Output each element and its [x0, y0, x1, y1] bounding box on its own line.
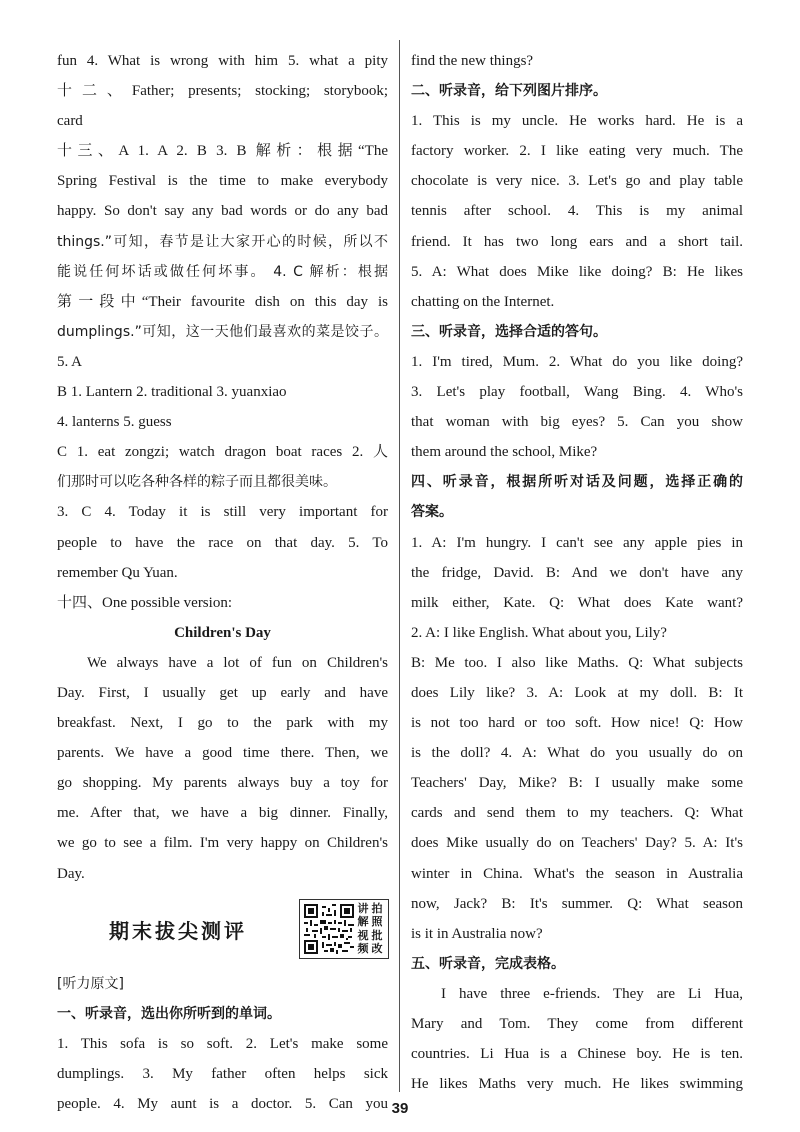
text-line: countries. Li Hua is a Chinese boy. He is ten.	[411, 1046, 743, 1063]
text-line: Day.	[57, 865, 85, 882]
text-line: me. After that, we have a big dinner. Finally,	[57, 805, 388, 822]
text-line: 1. A: I'm hungry. I can't see any apple pies in	[411, 534, 743, 551]
text-line: people to have the race on that day. 5. To	[57, 534, 388, 551]
text-line: 4. lanterns 5. guess	[57, 414, 172, 431]
section-heading: 二、听录音，给下列图片排序。	[411, 83, 607, 100]
text-line: 2. A: I like English. What about you, Lily?	[411, 624, 667, 641]
text-line: 1. This sofa is so soft. 2. Let's make some	[57, 1035, 388, 1052]
text-line: dumplings. 3. My father often helps sick	[57, 1065, 388, 1082]
text-line: chatting on the Internet.	[411, 293, 555, 310]
text-line: 1. This is my uncle. He works hard. He is a	[411, 113, 743, 130]
text-line: tennis after school. 4. This is my animal	[411, 203, 743, 220]
column-divider	[399, 40, 400, 1092]
text-line: breakfast. Next, I go to the park with my	[57, 715, 388, 732]
text-line: find the new things?	[411, 53, 534, 69]
text-line: We always have a lot of fun on Children's	[87, 654, 388, 671]
text-line: cards and send them to my teachers. Q: What	[411, 805, 743, 822]
text-line: 5. A	[57, 353, 83, 370]
text-line: 十二、Father; presents; stocking; storybook;	[57, 83, 388, 100]
section-title: 期末拔尖测评	[109, 918, 247, 943]
page-number: 39	[391, 1100, 409, 1117]
text-line: fun 4. What is wrong with him 5. what a pity	[57, 53, 388, 69]
text-line: friend. It has two long ears and a short tail.	[411, 233, 743, 250]
text-line: dumplings.”可知，这一天他们最喜欢的菜是饺子。	[57, 323, 388, 340]
text-line: 十四、One possible version:	[57, 594, 232, 611]
text-line: 1. I'm tired, Mum. 2. What do you like doing?	[411, 353, 743, 370]
text-line: Teachers' Day, Mike? B: I usually make some	[411, 775, 743, 792]
text-line: winter in China. What's the season in Australia	[411, 865, 743, 882]
text-line: we go to see a film. I'm very happy on Children's	[57, 835, 388, 852]
section-heading: 一、听录音，选出你所听到的单词。	[57, 1005, 281, 1022]
text-line: go shopping. My parents always buy a toy for	[57, 775, 388, 792]
text-line: the fridge, David. B: And we don't have any	[411, 564, 743, 581]
section-heading: 四、听录音，根据所听对话及问题，选择正确的	[411, 474, 743, 491]
text-line: B 1. Lantern 2. traditional 3. yuanxiao	[57, 384, 287, 401]
right-column	[411, 46, 743, 1099]
section-header	[57, 889, 388, 969]
qr-panel	[299, 899, 389, 959]
text-line: 十三、A 1. A 2. B 3. B 解析：根据“The	[57, 143, 388, 160]
text-line: B: Me too. I also like Maths. Q: What subjects	[411, 654, 743, 671]
text-line: people. 4. My aunt is a doctor. 5. Can you	[57, 1096, 388, 1112]
text-line: Spring Festival is the time to make everybody	[57, 173, 388, 190]
text-line: happy. So don't say any bad words or do any bad	[57, 203, 388, 220]
qr-code-icon	[304, 904, 354, 954]
qr-caption: 讲 拍解 照视 批频 改	[357, 901, 383, 956]
text-line: 能说任何坏话或做任何坏事。 4. C 解析：根据	[57, 263, 388, 280]
text-line: that woman with big eyes? 5. Can you show	[411, 414, 743, 431]
text-line: 们那时可以吃各种各样的粽子而且都很美味。	[57, 474, 337, 491]
text-line: chocolate is very nice. 3. Let's go and play table	[411, 173, 743, 190]
section-heading: 三、听录音，选择合适的答句。	[411, 323, 607, 340]
text-line: card	[57, 113, 83, 130]
text-line: does Mike usually do on Teachers' Day? 5. A: It's	[411, 835, 743, 852]
text-line: He likes Maths very much. He likes swimming	[411, 1076, 743, 1093]
text-line: is it in Australia now?	[411, 925, 543, 942]
text-line: is the doll? 4. A: What do you usually do on	[411, 745, 743, 762]
text-line: 3. C 4. Today it is still very important for	[57, 504, 388, 521]
essay-title: Children's Day	[174, 624, 271, 641]
text-line: Mary and Tom. They come from different	[411, 1016, 743, 1032]
section-heading: 答案。	[411, 504, 453, 521]
text-line: I have three e-friends. They are Li Hua,	[441, 985, 743, 1002]
text-line: 第一段中“Their favourite dish on this day is	[57, 293, 388, 310]
text-line: [听力原文]	[57, 975, 124, 992]
text-line: factory worker. 2. I like eating very much. The	[411, 143, 743, 160]
section-heading: 五、听录音，完成表格。	[411, 955, 565, 972]
text-line: does Lily like? 3. A: Look at my doll. B: It	[411, 684, 743, 701]
left-column	[57, 46, 388, 1119]
text-line: milk either, Kate. Q: What does Kate want?	[411, 594, 743, 611]
text-line: is not too hard or too soft. How nice! Q: How	[411, 715, 743, 732]
text-line: them around the school, Mike?	[411, 444, 598, 461]
text-line: remember Qu Yuan.	[57, 564, 178, 581]
text-line: C 1. eat zongzi; watch dragon boat races 2. 人	[57, 444, 388, 461]
text-line: things.”可知，春节是让大家开心的时候，所以不	[57, 233, 388, 250]
text-line: Day. First, I usually get up early and have	[57, 684, 388, 701]
text-line: parents. We have a good time there. Then, we	[57, 745, 388, 762]
text-line: 3. Let's play football, Wang Bing. 4. Who's	[411, 384, 743, 401]
text-line: 5. A: What does Mike like doing? B: He likes	[411, 263, 743, 280]
text-line: now, Jack? B: It's summer. Q: What season	[411, 895, 743, 912]
